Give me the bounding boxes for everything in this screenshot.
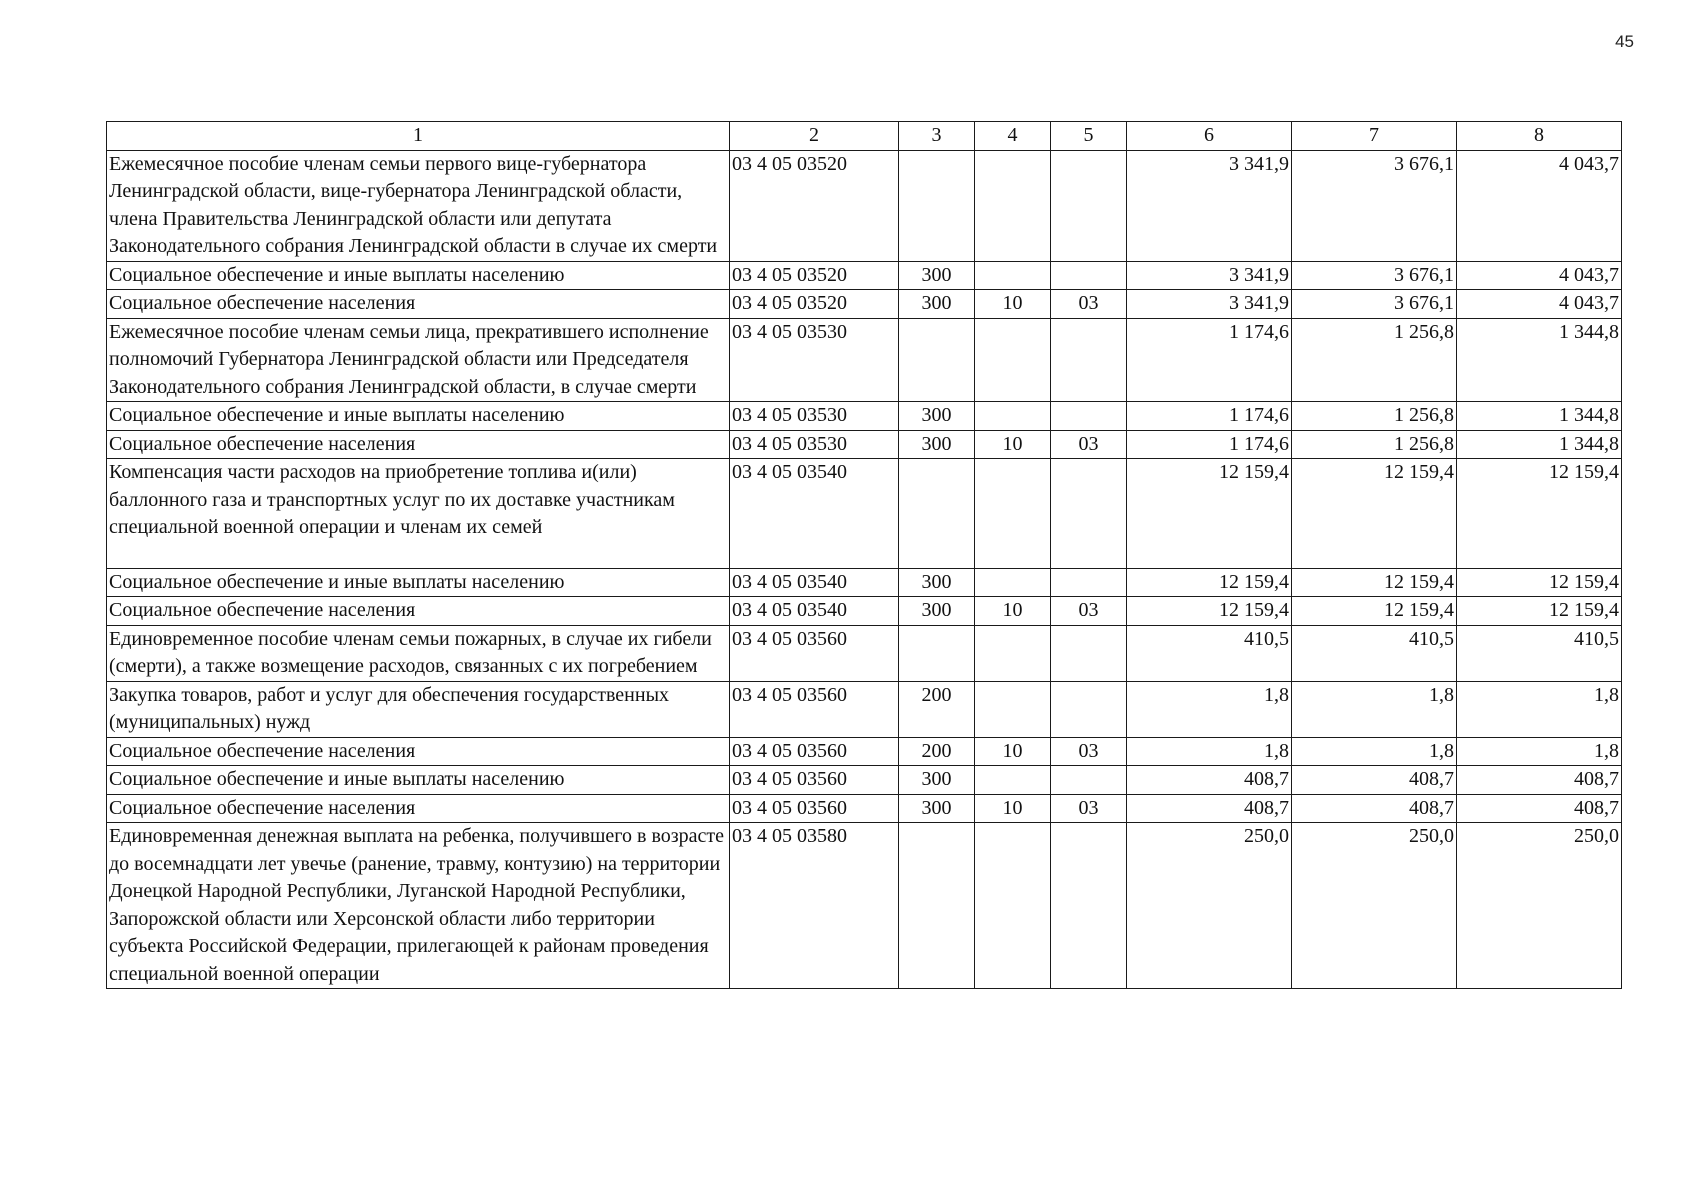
amount-col-6: 1,8 [1127,681,1292,737]
amount-col-7: 1,8 [1292,681,1457,737]
table-row [107,823,1622,989]
table-row [107,430,1622,459]
table-row [107,318,1622,402]
row-name: Социальное обеспечение населения [107,290,730,319]
target-article-code: 03 4 05 03560 [730,625,899,681]
expense-type-code [899,318,975,402]
section-code [975,459,1051,569]
section-code [975,402,1051,431]
amount-col-7: 12 159,4 [1292,568,1457,597]
expense-type-code: 300 [899,766,975,795]
amount-col-8: 1 344,8 [1457,318,1622,402]
expense-type-code: 200 [899,737,975,766]
section-code [975,261,1051,290]
amount-col-7: 408,7 [1292,766,1457,795]
amount-col-7: 12 159,4 [1292,459,1457,569]
section-code [975,681,1051,737]
amount-col-6: 12 159,4 [1127,459,1292,569]
expense-type-code: 300 [899,290,975,319]
section-code [975,150,1051,261]
table-body [107,150,1622,989]
amount-col-6: 410,5 [1127,625,1292,681]
row-name: Социальное обеспечение населения [107,737,730,766]
expense-type-code: 300 [899,402,975,431]
subsection-code: 03 [1051,430,1127,459]
target-article-code: 03 4 05 03540 [730,568,899,597]
table-row [107,261,1622,290]
subsection-code [1051,402,1127,431]
amount-col-8: 1 344,8 [1457,430,1622,459]
amount-col-6: 1 174,6 [1127,402,1292,431]
budget-table [106,121,1622,989]
column-header: 2 [730,122,899,151]
subsection-code [1051,568,1127,597]
target-article-code: 03 4 05 03560 [730,794,899,823]
expense-type-code: 300 [899,597,975,626]
amount-col-6: 250,0 [1127,823,1292,989]
expense-type-code: 300 [899,261,975,290]
subsection-code [1051,150,1127,261]
amount-col-6: 1 174,6 [1127,430,1292,459]
table-row [107,568,1622,597]
expense-type-code: 300 [899,794,975,823]
amount-col-7: 1 256,8 [1292,318,1457,402]
column-header: 5 [1051,122,1127,151]
subsection-code [1051,318,1127,402]
table-row [107,459,1622,569]
subsection-code: 03 [1051,290,1127,319]
target-article-code: 03 4 05 03520 [730,261,899,290]
amount-col-8: 410,5 [1457,625,1622,681]
amount-col-8: 1,8 [1457,681,1622,737]
amount-col-6: 3 341,9 [1127,261,1292,290]
amount-col-7: 1,8 [1292,737,1457,766]
row-name: Социальное обеспечение и иные выплаты населению [107,568,730,597]
row-name: Социальное обеспечение и иные выплаты населению [107,766,730,795]
column-header: 4 [975,122,1051,151]
expense-type-code: 200 [899,681,975,737]
row-name: Единовременная денежная выплата на ребенка, получившего в возрасте до восемнадцати лет увечье (ранение, травму, контузию) на территории Донецкой Народной Республики, Луганской Народной Республики, Запорожской области или Херсонской области либо территории субъекта Российской Федерации, прилегающей к районам проведения специальной военной операции [107,823,730,989]
section-code: 10 [975,737,1051,766]
amount-col-7: 3 676,1 [1292,150,1457,261]
row-name: Ежемесячное пособие членам семьи лица, прекратившего исполнение полномочий Губернатора Ленинградской области или Председателя Законодательного собрания Ленинградской области, в случае смерти [107,318,730,402]
column-header: 6 [1127,122,1292,151]
column-header: 1 [107,122,730,151]
table-row [107,737,1622,766]
amount-col-8: 4 043,7 [1457,150,1622,261]
table-row [107,150,1622,261]
table-header-row [107,122,1622,151]
row-name: Социальное обеспечение населения [107,597,730,626]
row-name: Социальное обеспечение населения [107,430,730,459]
section-code [975,625,1051,681]
amount-col-8: 12 159,4 [1457,568,1622,597]
table-row [107,794,1622,823]
section-code [975,318,1051,402]
target-article-code: 03 4 05 03540 [730,597,899,626]
section-code: 10 [975,597,1051,626]
amount-col-7: 250,0 [1292,823,1457,989]
expense-type-code: 300 [899,430,975,459]
amount-col-8: 1,8 [1457,737,1622,766]
table-row [107,597,1622,626]
expense-type-code [899,150,975,261]
row-name: Социальное обеспечение и иные выплаты населению [107,402,730,431]
amount-col-8: 408,7 [1457,794,1622,823]
amount-col-7: 1 256,8 [1292,402,1457,431]
expense-type-code [899,459,975,569]
target-article-code: 03 4 05 03560 [730,766,899,795]
subsection-code: 03 [1051,737,1127,766]
section-code: 10 [975,290,1051,319]
amount-col-6: 408,7 [1127,794,1292,823]
amount-col-6: 3 341,9 [1127,290,1292,319]
target-article-code: 03 4 05 03540 [730,459,899,569]
target-article-code: 03 4 05 03580 [730,823,899,989]
table-row [107,681,1622,737]
table-row [107,766,1622,795]
page-number: 45 [1615,32,1634,51]
table-row [107,402,1622,431]
column-header: 8 [1457,122,1622,151]
amount-col-8: 250,0 [1457,823,1622,989]
expense-type-code [899,823,975,989]
row-name: Единовременное пособие членам семьи пожарных, в случае их гибели (смерти), а также возмещение расходов, связанных с их погребением [107,625,730,681]
subsection-code [1051,823,1127,989]
amount-col-6: 408,7 [1127,766,1292,795]
section-code [975,823,1051,989]
row-name: Социальное обеспечение и иные выплаты населению [107,261,730,290]
target-article-code: 03 4 05 03560 [730,737,899,766]
target-article-code: 03 4 05 03530 [730,402,899,431]
subsection-code: 03 [1051,794,1127,823]
subsection-code [1051,625,1127,681]
target-article-code: 03 4 05 03530 [730,318,899,402]
subsection-code [1051,261,1127,290]
amount-col-7: 3 676,1 [1292,261,1457,290]
amount-col-6: 3 341,9 [1127,150,1292,261]
amount-col-8: 12 159,4 [1457,459,1622,569]
expense-type-code: 300 [899,568,975,597]
target-article-code: 03 4 05 03530 [730,430,899,459]
column-header: 7 [1292,122,1457,151]
amount-col-8: 12 159,4 [1457,597,1622,626]
section-code [975,766,1051,795]
amount-col-6: 1,8 [1127,737,1292,766]
subsection-code: 03 [1051,597,1127,626]
amount-col-7: 12 159,4 [1292,597,1457,626]
amount-col-8: 4 043,7 [1457,290,1622,319]
row-name: Социальное обеспечение населения [107,794,730,823]
section-code [975,568,1051,597]
expense-type-code [899,625,975,681]
amount-col-7: 410,5 [1292,625,1457,681]
amount-col-7: 3 676,1 [1292,290,1457,319]
table-row [107,290,1622,319]
target-article-code: 03 4 05 03560 [730,681,899,737]
column-header: 3 [899,122,975,151]
amount-col-6: 12 159,4 [1127,568,1292,597]
row-name: Ежемесячное пособие членам семьи первого вице-губернатора Ленинградской области, вице-губернатора Ленинградской области, члена Правительства Ленинградской области или депутата Законодательного собрания Ленинградской области в случае их смерти [107,150,730,261]
subsection-code [1051,766,1127,795]
target-article-code: 03 4 05 03520 [730,150,899,261]
amount-col-8: 408,7 [1457,766,1622,795]
row-name: Компенсация части расходов на приобретение топлива и(или) баллонного газа и транспортных услуг по их доставке участникам специальной военной операции и членам их семей [107,459,730,569]
section-code: 10 [975,430,1051,459]
amount-col-8: 1 344,8 [1457,402,1622,431]
amount-col-6: 1 174,6 [1127,318,1292,402]
amount-col-7: 408,7 [1292,794,1457,823]
amount-col-6: 12 159,4 [1127,597,1292,626]
table-row [107,625,1622,681]
section-code: 10 [975,794,1051,823]
subsection-code [1051,681,1127,737]
target-article-code: 03 4 05 03520 [730,290,899,319]
subsection-code [1051,459,1127,569]
amount-col-8: 4 043,7 [1457,261,1622,290]
amount-col-7: 1 256,8 [1292,430,1457,459]
row-name: Закупка товаров, работ и услуг для обеспечения государственных (муниципальных) нужд [107,681,730,737]
